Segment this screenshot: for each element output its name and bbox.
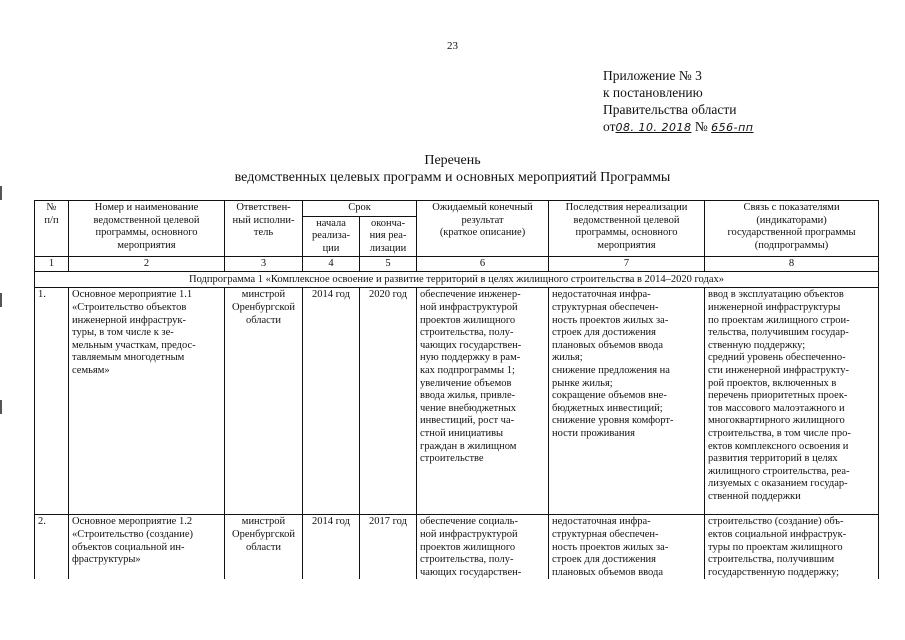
page-number: 23 xyxy=(447,40,458,52)
handwritten-number: 656-пп xyxy=(711,121,754,134)
appendix-line-1: Приложение № 3 xyxy=(603,68,702,83)
row-link: ввод в эксплуатацию объектов инженерной инфраструктуры по проектам жилищного строи- тельства, получившим государ- ственную поддержку; средний уровень обеспеченно- сти инженерной инфраструкту- рой проектов, включенных в перечень приоритетных проек- тов массового малоэтажного и многоквартирного жилищного строительства, в том числе про- ектов комплексного освоения и развития территорий в целях жилищного строительства, реа- лизуемых с оказанием государ- ственной поддержки xyxy=(705,288,879,515)
column-number: 3 xyxy=(225,257,303,272)
column-number: 8 xyxy=(705,257,879,272)
from-label: от xyxy=(603,119,616,134)
header-term-start: начала реализа- ции xyxy=(303,216,360,257)
row-result: обеспечение инженер- ной инфраструктурой проектов жилищного строительства, полу- чающих государствен- ную поддержку в рам- ках подпрограммы 1; увеличение объемов ввода жилья, привле- чение внебюджетных инвестиций, рост ча- стной инициативы граждан в жилищном строительстве xyxy=(417,288,549,515)
title-line-2: ведомственных целевых программ и основных мероприятий Программы xyxy=(234,170,671,185)
column-numbers-row xyxy=(35,257,879,272)
row-name: Основное мероприятие 1.1 «Строительство объектов инженерной инфраструк- туры, в том числе к зе- мельным участкам, предос- тавляемым многодетным семьям» xyxy=(69,288,225,515)
number-label: № xyxy=(694,119,708,134)
subprogram-title: Подпрограмма 1 «Комплексное освоение и развитие территорий в целях жилищного строительства в 2014–2020 годах» xyxy=(35,272,879,288)
appendix-line-2: к постановлению xyxy=(603,85,703,100)
column-number: 6 xyxy=(417,257,549,272)
header-link: Связь с показателями (индикаторами) государственной программы (подпрограммы) xyxy=(705,201,879,257)
table-row xyxy=(35,288,879,515)
row-name: Основное мероприятие 1.2 «Строительство (создание) объектов социальной ин- фраструктуры» xyxy=(69,515,225,579)
appendix-line-3: Правительства области xyxy=(603,102,737,117)
row-responsible: минстрой Оренбургской области xyxy=(225,288,303,515)
row-num: 2. xyxy=(35,515,69,579)
header-responsible: Ответствен- ный исполни- тель xyxy=(225,201,303,257)
header-term: Срок xyxy=(303,201,417,217)
header-num: № п/п xyxy=(35,201,69,257)
row-end: 2017 год xyxy=(360,515,417,579)
row-num: 1. xyxy=(35,288,69,515)
header-term-end: оконча- ния реа- лизации xyxy=(360,216,417,257)
table-row xyxy=(35,515,879,579)
row-end: 2020 год xyxy=(360,288,417,515)
row-result: обеспечение социаль- ной инфраструктурой проектов жилищного строительства, полу- чающих государствен- xyxy=(417,515,549,579)
column-number: 7 xyxy=(549,257,705,272)
header-consequences: Последствия нереализации ведомственной целевой программы, основного мероприятия xyxy=(549,201,705,257)
row-start: 2014 год xyxy=(303,515,360,579)
row-start: 2014 год xyxy=(303,288,360,515)
programs-table xyxy=(34,200,879,579)
row-consequences: недостаточная инфра- структурная обеспечен- ность проектов жилых за- строек для достижения плановых объемов ввода жилья; снижение предложения на рынке жилья; сокращение объемов вне- бюджетных инвестиций; снижение уровня комфорт- ности проживания xyxy=(549,288,705,515)
column-number: 2 xyxy=(69,257,225,272)
column-number: 1 xyxy=(35,257,69,272)
column-number: 5 xyxy=(360,257,417,272)
subprogram-row xyxy=(35,272,879,288)
row-consequences: недостаточная инфра- структурная обеспечен- ность проектов жилых за- строек для достижения плановых объемов ввода xyxy=(549,515,705,579)
row-responsible: минстрой Оренбургской области xyxy=(225,515,303,579)
title-line-1: Перечень xyxy=(424,153,481,168)
handwritten-date: 08. 10. 2018 xyxy=(615,121,692,134)
row-link: строительство (создание) объ- ектов социальной инфраструк- туры по проектам жилищного строительства, получившим государственную поддержку; xyxy=(705,515,879,579)
header-result: Ожидаемый конечный результат (краткое описание) xyxy=(417,201,549,257)
header-name: Номер и наименование ведомственной целевой программы, основного мероприятия xyxy=(69,201,225,257)
column-number: 4 xyxy=(303,257,360,272)
